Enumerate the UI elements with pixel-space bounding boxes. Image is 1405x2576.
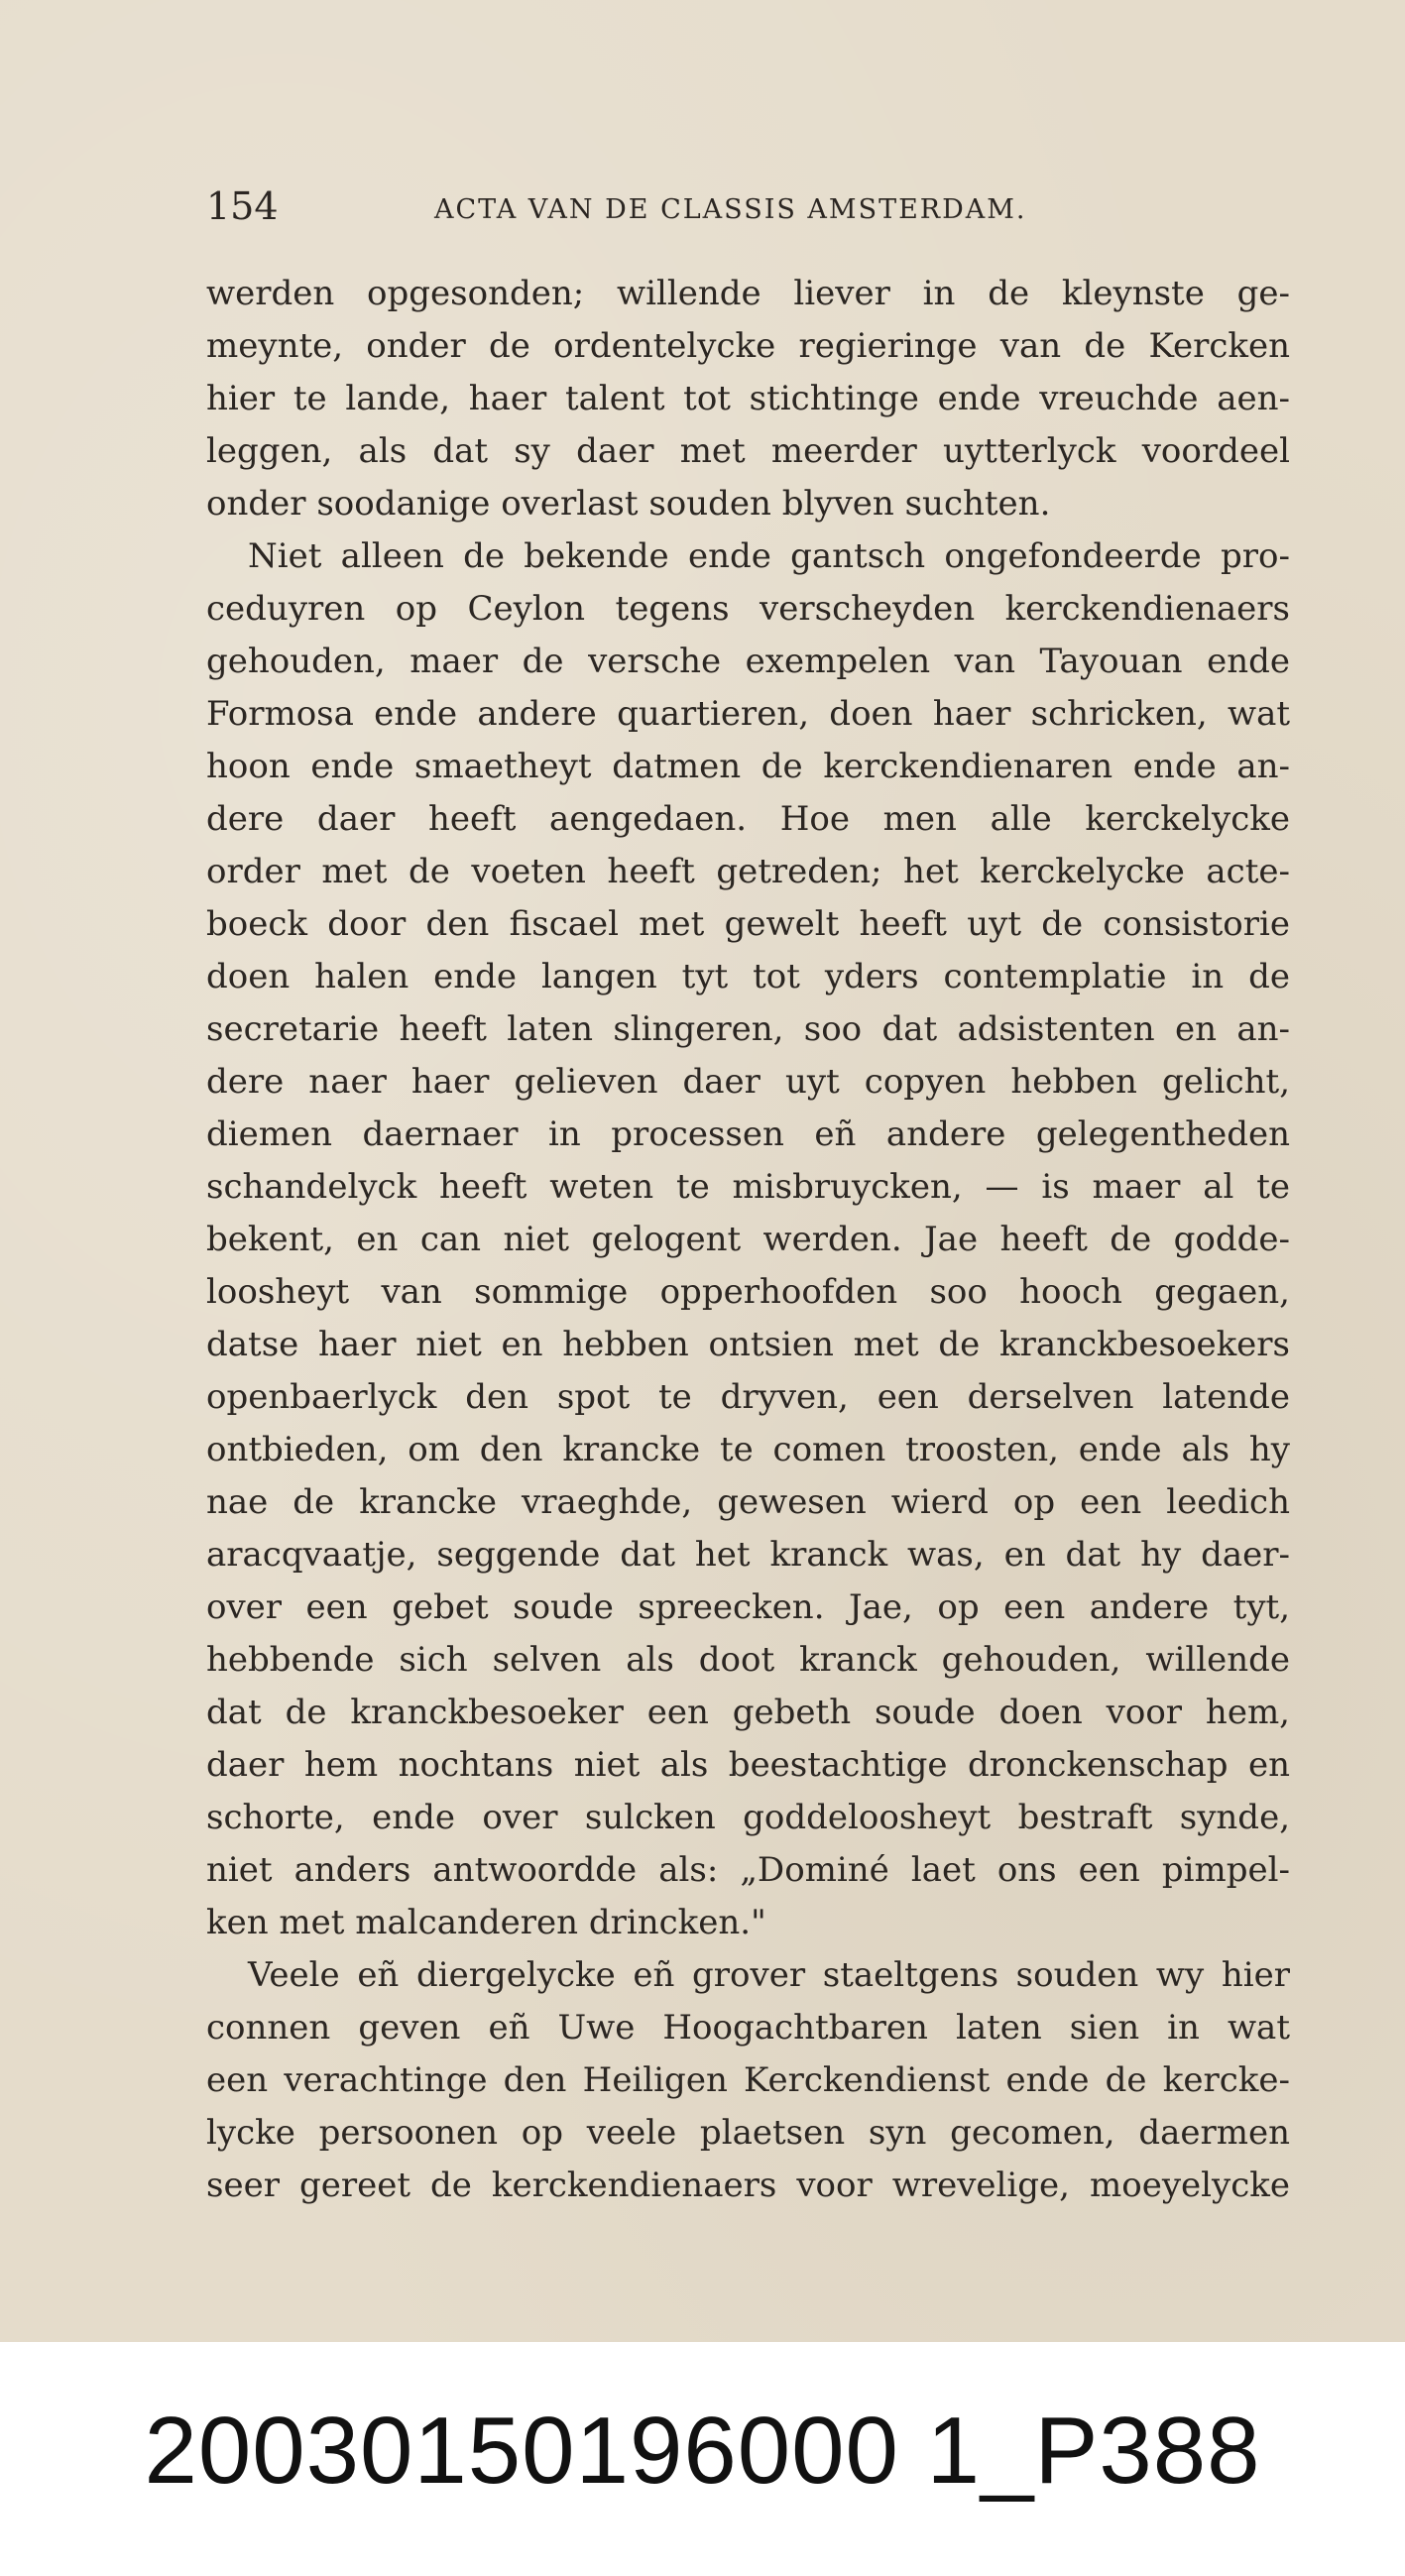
text-line: boeck door den fiscael met gewelt heeft uyt de consistorie <box>206 904 1290 944</box>
text-line: hebbende sich selven als doot kranck gehouden, willende <box>206 1640 1290 1680</box>
text-line: gehouden, maer de versche exempelen van Tayouan ende <box>206 642 1290 681</box>
text-line: daer hem nochtans niet als beestachtige dronckenschap en <box>206 1745 1290 1785</box>
text-line: secretarie heeft laten slingeren, soo dat adsistenten en an- <box>206 1009 1290 1049</box>
paragraph-first-line: Niet alleen de bekende ende gantsch ongefondeerde pro- <box>248 536 1290 576</box>
text-line: aracqvaatje, seggende dat het kranck was, en dat hy daer- <box>206 1535 1290 1575</box>
body-text <box>206 268 1290 2212</box>
text-line: openbaerlyck den spot te dryven, een derselven latende <box>206 1377 1290 1417</box>
running-head: ACTA VAN DE CLASSIS AMSTERDAM. <box>434 194 1027 225</box>
text-line: schandelyck heeft weten te misbruycken, — is maer al te <box>206 1167 1290 1207</box>
text-line: over een gebet soude spreecken. Jae, op een andere tyt, <box>206 1587 1290 1627</box>
text-line: lycke persoonen op veele plaetsen syn gecomen, daermen <box>206 2113 1290 2153</box>
text-line: Formosa ende andere quartieren, doen haer schricken, wat <box>206 694 1290 734</box>
text-line: diemen daernaer in processen eñ andere gelegentheden <box>206 1114 1290 1154</box>
text-line: meynte, onder de ordentelycke regieringe van de Kercken <box>206 326 1290 366</box>
text-line: datse haer niet en hebben ontsien met de kranckbesoekers <box>206 1325 1290 1364</box>
text-line: hier te lande, haer talent tot stichtinge ende vreuchde aen- <box>206 379 1290 418</box>
text-line: hoon ende smaetheyt datmen de kerckendienaren ende an- <box>206 747 1290 786</box>
text-line: order met de voeten heeft getreden; het kerckelycke acte- <box>206 852 1290 891</box>
document-identifier: 20030150196000 1_P388 <box>144 2398 1261 2504</box>
page-header <box>206 178 1282 234</box>
text-line: ontbieden, om den krancke te comen troosten, ende als hy <box>206 1430 1290 1469</box>
text-line: seer gereet de kerckendienaers voor wrevelige, moeyelycke <box>206 2166 1290 2205</box>
text-line: loosheyt van sommige opperhoofden soo hooch gegaen, <box>206 1272 1290 1312</box>
text-line: ken met malcanderen drincken." <box>206 1903 766 1942</box>
text-line: dere daer heeft aengedaen. Hoe men alle kerckelycke <box>206 799 1290 839</box>
text-line: dere naer haer gelieven daer uyt copyen hebben gelicht, <box>206 1062 1290 1102</box>
text-line: niet anders antwoordde als: „Dominé laet ons een pimpel- <box>206 1850 1290 1890</box>
text-line: onder soodanige overlast souden blyven suchten. <box>206 484 1051 524</box>
text-line: werden opgesonden; willende liever in de kleynste ge- <box>206 274 1290 313</box>
text-line: bekent, en can niet gelogent werden. Jae heeft de godde- <box>206 1220 1290 1259</box>
text-line: leggen, als dat sy daer met meerder uytterlyck voordeel <box>206 431 1290 471</box>
scan-footer <box>0 2342 1405 2576</box>
text-line: doen halen ende langen tyt tot yders contemplatie in de <box>206 957 1290 996</box>
text-line: connen geven eñ Uwe Hoogachtbaren laten sien in wat <box>206 2008 1290 2048</box>
text-line: schorte, ende over sulcken goddeloosheyt bestraft synde, <box>206 1798 1290 1837</box>
text-line: nae de krancke vraeghde, gewesen wierd op een leedich <box>206 1482 1290 1522</box>
text-line: ceduyren op Ceylon tegens verscheyden kerckendienaers <box>206 589 1290 629</box>
page-number: 154 <box>206 184 279 228</box>
text-line: een verachtinge den Heiligen Kerckendienst ende de kercke- <box>206 2060 1290 2100</box>
text-line: dat de kranckbesoeker een gebeth soude doen voor hem, <box>206 1693 1290 1732</box>
paragraph-first-line: Veele eñ diergelycke eñ grover staeltgens souden wy hier <box>248 1955 1290 1995</box>
